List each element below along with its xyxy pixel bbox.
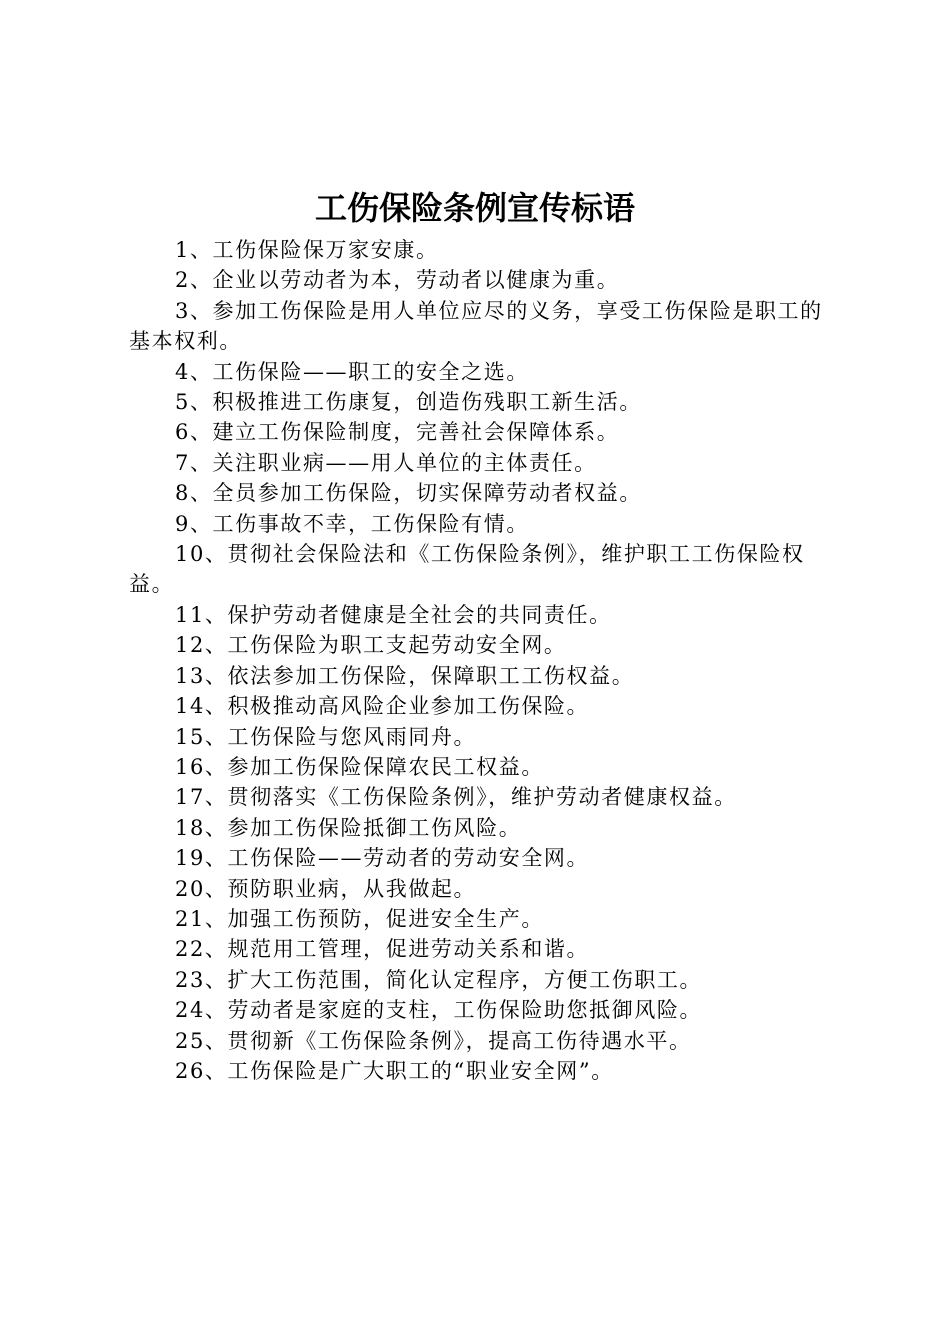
slogan-item: 11、保护劳动者健康是全社会的共同责任。 [175, 602, 612, 627]
slogan-item: 19、工伤保险——劳动者的劳动安全网。 [175, 846, 590, 871]
slogan-item: 15、工伤保险与您风雨同舟。 [175, 724, 477, 749]
slogan-item: 25、贯彻新《工伤保险条例》，提高工伤待遇水平。 [175, 1028, 692, 1053]
slogan-item: 26、工伤保险是广大职工的“职业安全网”。 [175, 1058, 614, 1083]
slogan-item: 4、工伤保险——职工的安全之选。 [175, 359, 529, 384]
slogan-item: 18、参加工伤保险抵御工伤风险。 [175, 815, 522, 840]
slogan-item: 16、参加工伤保险保障农民工权益。 [175, 754, 544, 779]
slogan-item: 21、加强工伤预防，促进安全生产。 [175, 906, 544, 931]
slogan-item: 10、贯彻社会保险法和《工伤保险条例》，维护职工工伤保险权益。 [129, 542, 805, 597]
slogan-item: 24、劳动者是家庭的支柱，工伤保险助您抵御风险。 [175, 998, 703, 1023]
slogan-item: 23、扩大工伤范围，简化认定程序，方便工伤职工。 [175, 967, 703, 992]
slogan-item: 8、全员参加工伤保险，切实保障劳动者权益。 [175, 481, 642, 506]
slogan-item: 1、工伤保险保万家安康。 [175, 238, 439, 262]
slogan-item: 6、建立工伤保险制度，完善社会保障体系。 [175, 420, 620, 445]
document-title: 工伤保险条例宣传标语 [314, 189, 635, 227]
slogan-item: 3、参加工伤保险是用人单位应尽的义务，享受工伤保险是职工的基本权利。 [129, 298, 823, 354]
slogan-item: 5、积极推进工伤康复，创造伤残职工新生活。 [175, 390, 642, 415]
slogan-item: 9、工伤事故不幸，工伤保险有情。 [175, 511, 529, 536]
slogan-item: 7、关注职业病——用人单位的主体责任。 [175, 450, 597, 475]
slogan-item: 12、工伤保险为职工支起劳动安全网。 [175, 633, 567, 658]
slogan-item: 14、积极推动高风险企业参加工伤保险。 [175, 694, 590, 719]
slogan-item: 17、贯彻落实《工伤保险条例》，维护劳动者健康权益。 [175, 785, 737, 810]
slogan-item: 2、企业以劳动者为本，劳动者以健康为重。 [175, 268, 620, 293]
slogan-item: 13、依法参加工伤保险，保障职工工伤权益。 [175, 663, 635, 688]
slogan-item: 22、规范用工管理，促进劳动关系和谐。 [175, 937, 590, 962]
slogan-list [129, 235, 835, 1086]
slogan-item: 20、预防职业病，从我做起。 [175, 876, 477, 901]
